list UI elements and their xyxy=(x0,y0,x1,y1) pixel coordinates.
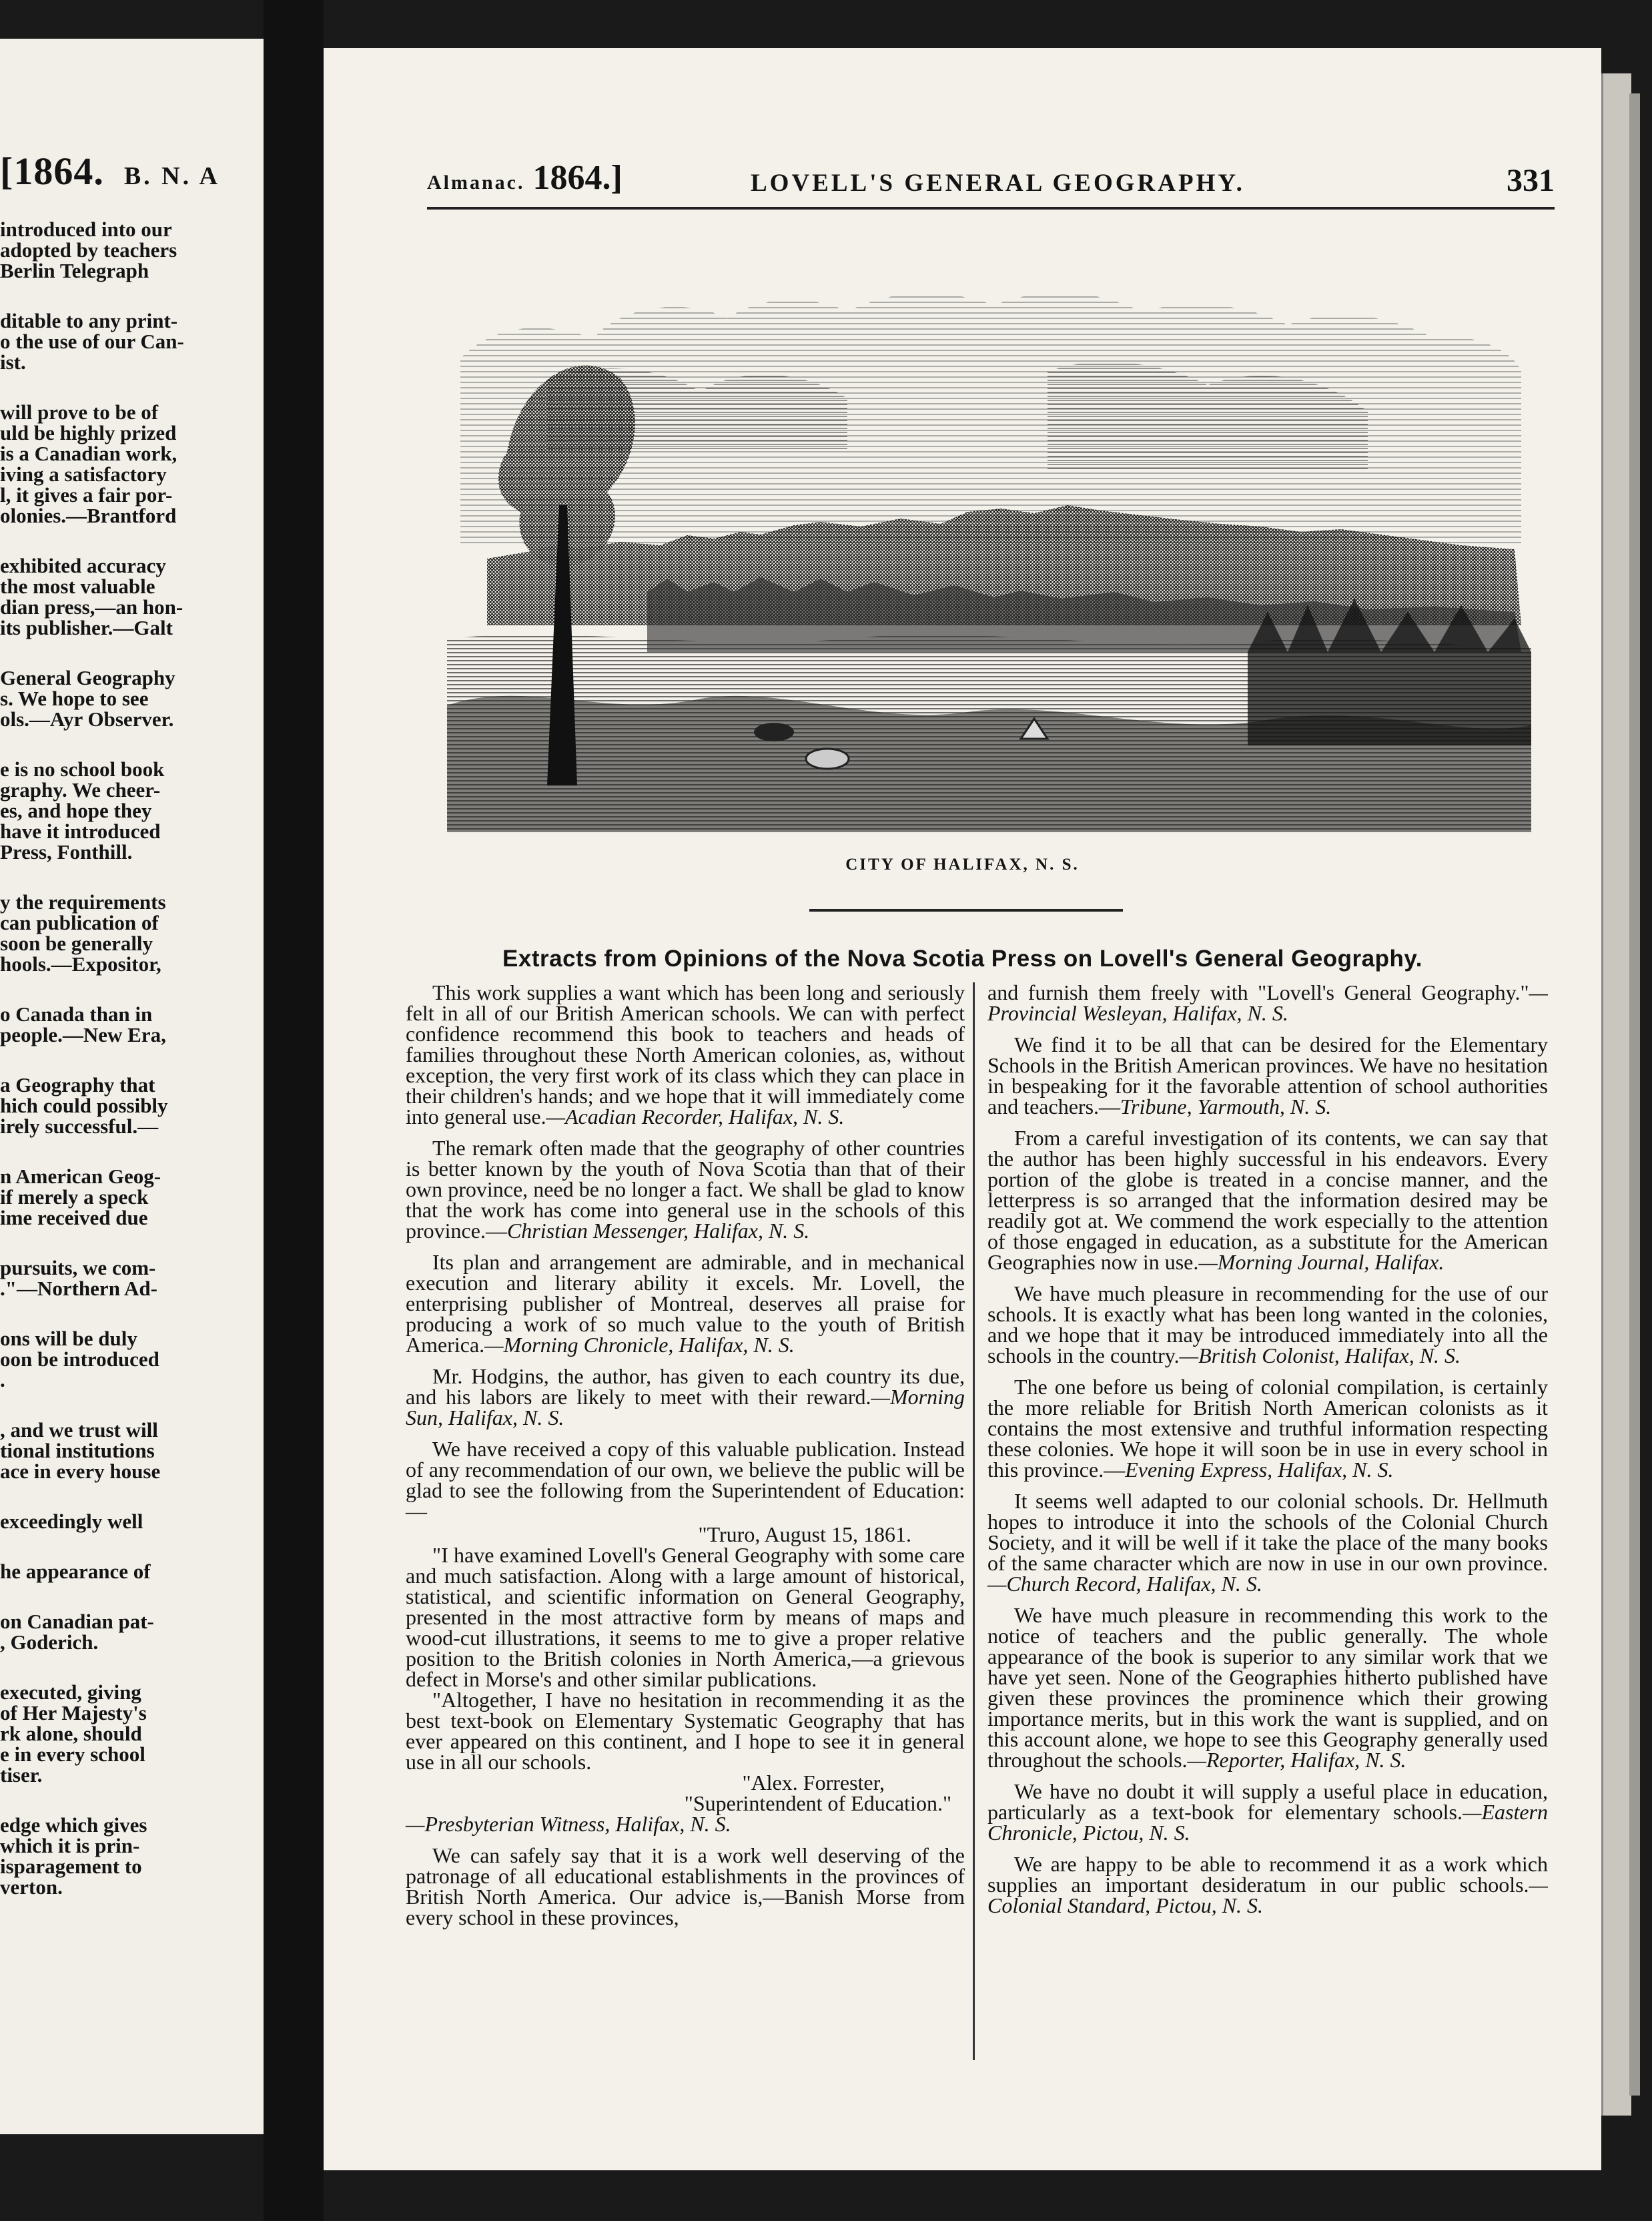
signature-title: "Superintendent of Education." xyxy=(684,1791,951,1815)
left-page-line: pursuits, we com- xyxy=(0,1256,156,1279)
header-title: LOVELL'S GENERAL GEOGRAPHY. xyxy=(751,170,1245,197)
left-page-line: ime received due xyxy=(0,1206,148,1229)
paragraph: The remark often made that the geography of other countries is better known by the youth of Nova Scotia than that of their own province, need be no longer a fact. We shall be glad to know that the work has come into general use in the schools of this province.—Christian Messenger, Halifax, N. S. xyxy=(406,1136,965,1243)
left-page-line: Berlin Telegraph xyxy=(0,259,149,282)
left-page-line: olonies.—Brantford xyxy=(0,504,177,527)
left-header-label: B. N. A xyxy=(123,162,220,190)
left-page-line: es, and hope they xyxy=(0,799,152,822)
left-page-line: . xyxy=(0,1368,5,1391)
left-page-line: n American Geog- xyxy=(0,1165,161,1188)
header-almanac xyxy=(427,158,623,198)
left-page-line: o the use of our Can- xyxy=(0,330,184,353)
left-page-line: s. We hope to see xyxy=(0,687,149,710)
header-year: 1864.] xyxy=(532,159,623,197)
line-gap xyxy=(0,1228,200,1257)
line-gap xyxy=(0,281,200,310)
left-page-line: verton. xyxy=(0,1875,63,1899)
paragraph: We have no doubt it will supply a useful place in education, particularly as a text-book for elementary schools.—Eastern Chronicle, Pictou, N. S. xyxy=(987,1779,1548,1845)
source: —Presbyterian Witness, Halifax, N. S. xyxy=(406,1812,731,1836)
left-page-line: executed, giving xyxy=(0,1680,141,1704)
engraving-caption: CITY OF HALIFAX, N. S. xyxy=(845,856,1080,874)
paragraph: From a careful investigation of its contents, we can say that the author has been highly successful in his endeavors. Every portion of the globe is treated in a concise manner, and the letterpress is so arranged that the information desired may be readily got at. We commend the work especially to the attention of those engaged in education, as a substitute for the American Geographies now in use.—Morning Journal, Halifax. xyxy=(987,1126,1548,1274)
left-page-text xyxy=(0,219,200,1897)
left-page-line: soon be generally xyxy=(0,932,153,955)
page-number: 331 xyxy=(1507,163,1555,198)
text-column-2 xyxy=(987,982,1548,1927)
left-page-line: hools.—Expositor, xyxy=(0,952,161,976)
left-page-line: its publisher.—Galt xyxy=(0,616,173,639)
left-page-line: irely successful.— xyxy=(0,1115,159,1138)
paragraph: We are happy to be able to recommend it as a work which supplies an important desideratum in our public schools.—Colonial Standard, Pictou, N. S. xyxy=(987,1852,1548,1917)
column-divider xyxy=(973,982,975,2060)
cattle xyxy=(806,749,849,769)
line-gap xyxy=(0,1045,200,1074)
halifax-engraving xyxy=(447,278,1531,832)
left-page-line: graphy. We cheer- xyxy=(0,778,161,802)
left-page-line: ols.—Ayr Observer. xyxy=(0,707,174,731)
line-gap xyxy=(0,638,200,667)
left-page-line: which it is prin- xyxy=(0,1834,140,1857)
left-page-line: of Her Majesty's xyxy=(0,1701,147,1724)
paragraph: It seems well adapted to our colonial schools. Dr. Hellmuth hopes to introduce it into the schools of the Colonial Church Society, and it will be well if it take the place of the many books of the same character which are now in use in our own province.—Church Record, Halifax, N. S. xyxy=(987,1489,1548,1596)
left-page-line: have it introduced xyxy=(0,820,161,843)
left-page-line: ist. xyxy=(0,350,26,374)
dateline: "Truro, August 15, 1861. xyxy=(698,1522,911,1546)
line-gap xyxy=(0,729,200,759)
left-page-line: will prove to be of xyxy=(0,400,159,424)
left-page-line: dian press,—an hon- xyxy=(0,595,183,619)
right-page xyxy=(324,48,1601,2170)
left-page-line: he appearance of xyxy=(0,1560,151,1583)
left-page-line: , Goderich. xyxy=(0,1630,99,1654)
left-page-line: people.—New Era, xyxy=(0,1023,166,1046)
line-gap xyxy=(0,1532,200,1561)
left-page-line: uld be highly prized xyxy=(0,421,177,444)
caption-rule xyxy=(809,909,1123,912)
left-page-line: exhibited accuracy xyxy=(0,554,166,577)
line-gap xyxy=(0,1390,200,1419)
paragraph: The one before us being of colonial compilation, is certainly the more reliable for British North American colonists as it contains the most extensive and truthful information respecting these colonies. We hope it will soon be in use in every school in this province.—Evening Express, Halifax, N. S. xyxy=(987,1375,1548,1482)
left-header-year: [1864. xyxy=(0,149,104,193)
left-page-line: y the requirements xyxy=(0,890,166,914)
left-page-line: exceedingly well xyxy=(0,1510,143,1533)
left-page-line: o Canada than in xyxy=(0,1002,153,1026)
left-page-line: ditable to any print- xyxy=(0,309,178,332)
left-page-line: hich could possibly xyxy=(0,1094,168,1117)
left-page-line: on Canadian pat- xyxy=(0,1610,154,1633)
left-page-line: e in every school xyxy=(0,1742,145,1766)
left-page-line: rk alone, should xyxy=(0,1722,142,1745)
section-title: Extracts from Opinions of the Nova Scotia Press on Lovell's General Geography. xyxy=(502,946,1422,972)
left-page-line: the most valuable xyxy=(0,575,155,598)
paragraph: We can safely say that it is a work well deserving of the patronage of all educational establishments in the provinces of British North America. Our advice is,—Banish Morse from every school in these provinces, xyxy=(406,1843,965,1929)
left-page-line: a Geography that xyxy=(0,1073,155,1096)
left-page-line: Press, Fonthill. xyxy=(0,840,133,864)
paragraph: This work supplies a want which has been long and seriously felt in all of our British American schools. We can with perfect confidence recommend this book to teachers and heads of families throughout these North American colonies, as, without exception, the very first work of its class which they can place in their children's hands; and we hope that it will immediately come into general use.—Acadian Recorder, Halifax, N. S. xyxy=(406,980,965,1129)
paragraph: and furnish them freely with "Lovell's General Geography."—Provincial Wesleyan, Halifax, N. S. xyxy=(987,980,1548,1025)
left-page-line: ."—Northern Ad- xyxy=(0,1277,157,1300)
text-column-1 xyxy=(406,982,965,1939)
paragraph: We have much pleasure in recommending this work to the notice of teachers and the public generally. The whole appearance of the book is superior to any similar work that we have yet seen. None of the Geographies hitherto published have given these provinces the prominence which their growing importance merits, but in this work the want is supplied, and on this account alone, we hope to see this Geography generally used throughout the schools.—Reporter, Halifax, N. S. xyxy=(987,1603,1548,1772)
left-page-line: can publication of xyxy=(0,911,159,934)
left-page-line: General Geography xyxy=(0,666,175,689)
header-almanac-label: Almanac. xyxy=(427,172,525,194)
left-page-line: ace in every house xyxy=(0,1460,161,1483)
line-gap xyxy=(0,1652,200,1682)
line-gap xyxy=(0,1785,200,1815)
line-gap xyxy=(0,372,200,402)
left-page-line: isparagement to xyxy=(0,1855,142,1878)
line-gap xyxy=(0,862,200,892)
paragraph: Mr. Hodgins, the author, has given to each country its due, and his labors are likely to meet with their reward.—Morning Sun, Halifax, N. S. xyxy=(406,1364,965,1430)
left-page-header xyxy=(0,149,220,194)
line-gap xyxy=(0,974,200,1004)
cattle xyxy=(754,723,794,741)
paragraph: We have received a copy of this valuable publication. Instead of any recommendation of our own, we believe the public will be glad to see the following from the Superintendent of Education:— xyxy=(406,1437,965,1523)
paragraph: Its plan and arrangement are admirable, and in mechanical execution and literary ability it excels. Mr. Lovell, the enterprising publisher of Montreal, deserves all praise for producing a work of so much value to the youth of British America.—Morning Chronicle, Halifax, N. S. xyxy=(406,1250,965,1357)
left-page-line: tiser. xyxy=(0,1763,43,1787)
page-edge xyxy=(1629,93,1640,2096)
left-page-line: ons will be duly xyxy=(0,1327,137,1350)
left-page-line: adopted by teachers xyxy=(0,238,177,262)
paragraph: "I have examined Lovell's General Geography with some care and much satisfaction. Along with a large amount of historical, statistical, and scientific information on General Geography, presented in the most attractive form by means of maps and wood-cut illustrations, it seems to me to give a proper relative position to the British colonies in North America,—a grievous defect in Morse's and other similar publications. xyxy=(406,1543,965,1691)
running-header xyxy=(427,153,1555,210)
paragraph: "Altogether, I have no hesitation in recommending it as the best text-book on Elementary Systematic Geography that has ever appeared on this continent, and I hope to see it in general use in all our schools. xyxy=(406,1688,965,1774)
left-page-line: edge which gives xyxy=(0,1813,147,1837)
left-page-line: e is no school book xyxy=(0,757,165,781)
paragraph: We find it to be all that can be desired for the Elementary Schools in the British American provinces. We have no hesitation in bespeaking for it the favorable attention of school authorities and teachers.—Tribune, Yarmouth, N. S. xyxy=(987,1032,1548,1119)
left-page-line: if merely a speck xyxy=(0,1185,149,1209)
signature-name: "Alex. Forrester, xyxy=(742,1771,885,1795)
book-gutter xyxy=(264,0,324,2221)
paragraph: We have much pleasure in recommending for the use of our schools. It is exactly what has been long wanted in the colonies, and we hope that it may be introduced immediately into all the schools in the country.—British Colonist, Halifax, N. S. xyxy=(987,1281,1548,1367)
left-page xyxy=(0,39,264,2134)
left-page-line: iving a satisfactory xyxy=(0,462,167,486)
page-edge xyxy=(1601,73,1631,2116)
left-page-line: l, it gives a fair por- xyxy=(0,483,173,507)
left-page-line: introduced into our xyxy=(0,218,172,241)
line-gap xyxy=(0,1299,200,1328)
left-page-line: , and we trust will xyxy=(0,1418,158,1442)
line-gap xyxy=(0,1137,200,1166)
left-page-line: oon be introduced xyxy=(0,1347,159,1371)
left-page-line: is a Canadian work, xyxy=(0,442,177,465)
line-gap xyxy=(0,526,200,555)
line-gap xyxy=(0,1582,200,1611)
left-page-line: tional institutions xyxy=(0,1439,155,1462)
line-gap xyxy=(0,1482,200,1511)
